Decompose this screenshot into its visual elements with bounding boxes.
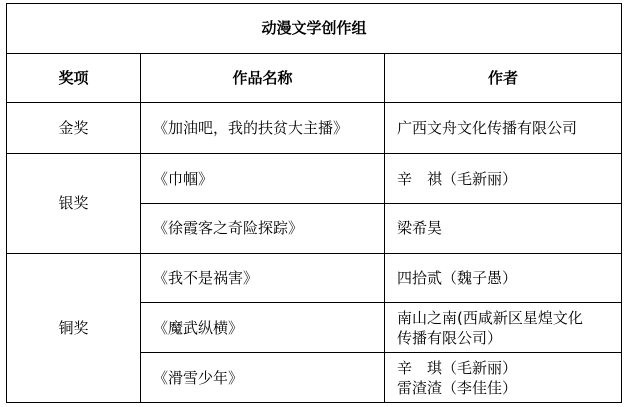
table-row	[7, 103, 622, 154]
work-cell: 《巾帼》	[141, 154, 385, 204]
award-gold: 金奖	[7, 103, 141, 154]
work-cell: 《加油吧，我的扶贫大主播》	[141, 103, 385, 154]
award-silver: 银奖	[7, 154, 141, 253]
author-cell: 四拾贰（魏子愚）	[385, 253, 622, 303]
author-cell: 广西文舟文化传播有限公司	[385, 103, 622, 154]
author-cell	[385, 303, 622, 353]
table-row	[7, 154, 622, 204]
author-line: 传播有限公司）	[397, 328, 503, 347]
title-row	[7, 4, 622, 54]
author-cell	[385, 353, 622, 403]
author-cell: 辛 祺（毛新丽）	[385, 154, 622, 204]
work-cell: 《徐霞客之奇险探踪》	[141, 203, 385, 253]
author-line: 南山之南(西咸新区星煌文化	[397, 308, 583, 327]
award-table	[6, 3, 622, 403]
work-cell: 《魔武纵横》	[141, 303, 385, 353]
award-bronze: 铜奖	[7, 253, 141, 402]
header-work: 作品名称	[141, 53, 385, 103]
header-award: 奖项	[7, 53, 141, 103]
work-cell: 《滑雪少年》	[141, 353, 385, 403]
author-line: 雷渣渣（李佳佳）	[397, 378, 518, 397]
header-row	[7, 53, 622, 103]
table-row	[7, 253, 622, 303]
author-line: 辛 琪（毛新丽）	[397, 358, 518, 377]
header-author: 作者	[385, 53, 622, 103]
author-cell: 梁希昊	[385, 203, 622, 253]
work-cell: 《我不是祸害》	[141, 253, 385, 303]
table-title: 动漫文学创作组	[7, 4, 622, 54]
